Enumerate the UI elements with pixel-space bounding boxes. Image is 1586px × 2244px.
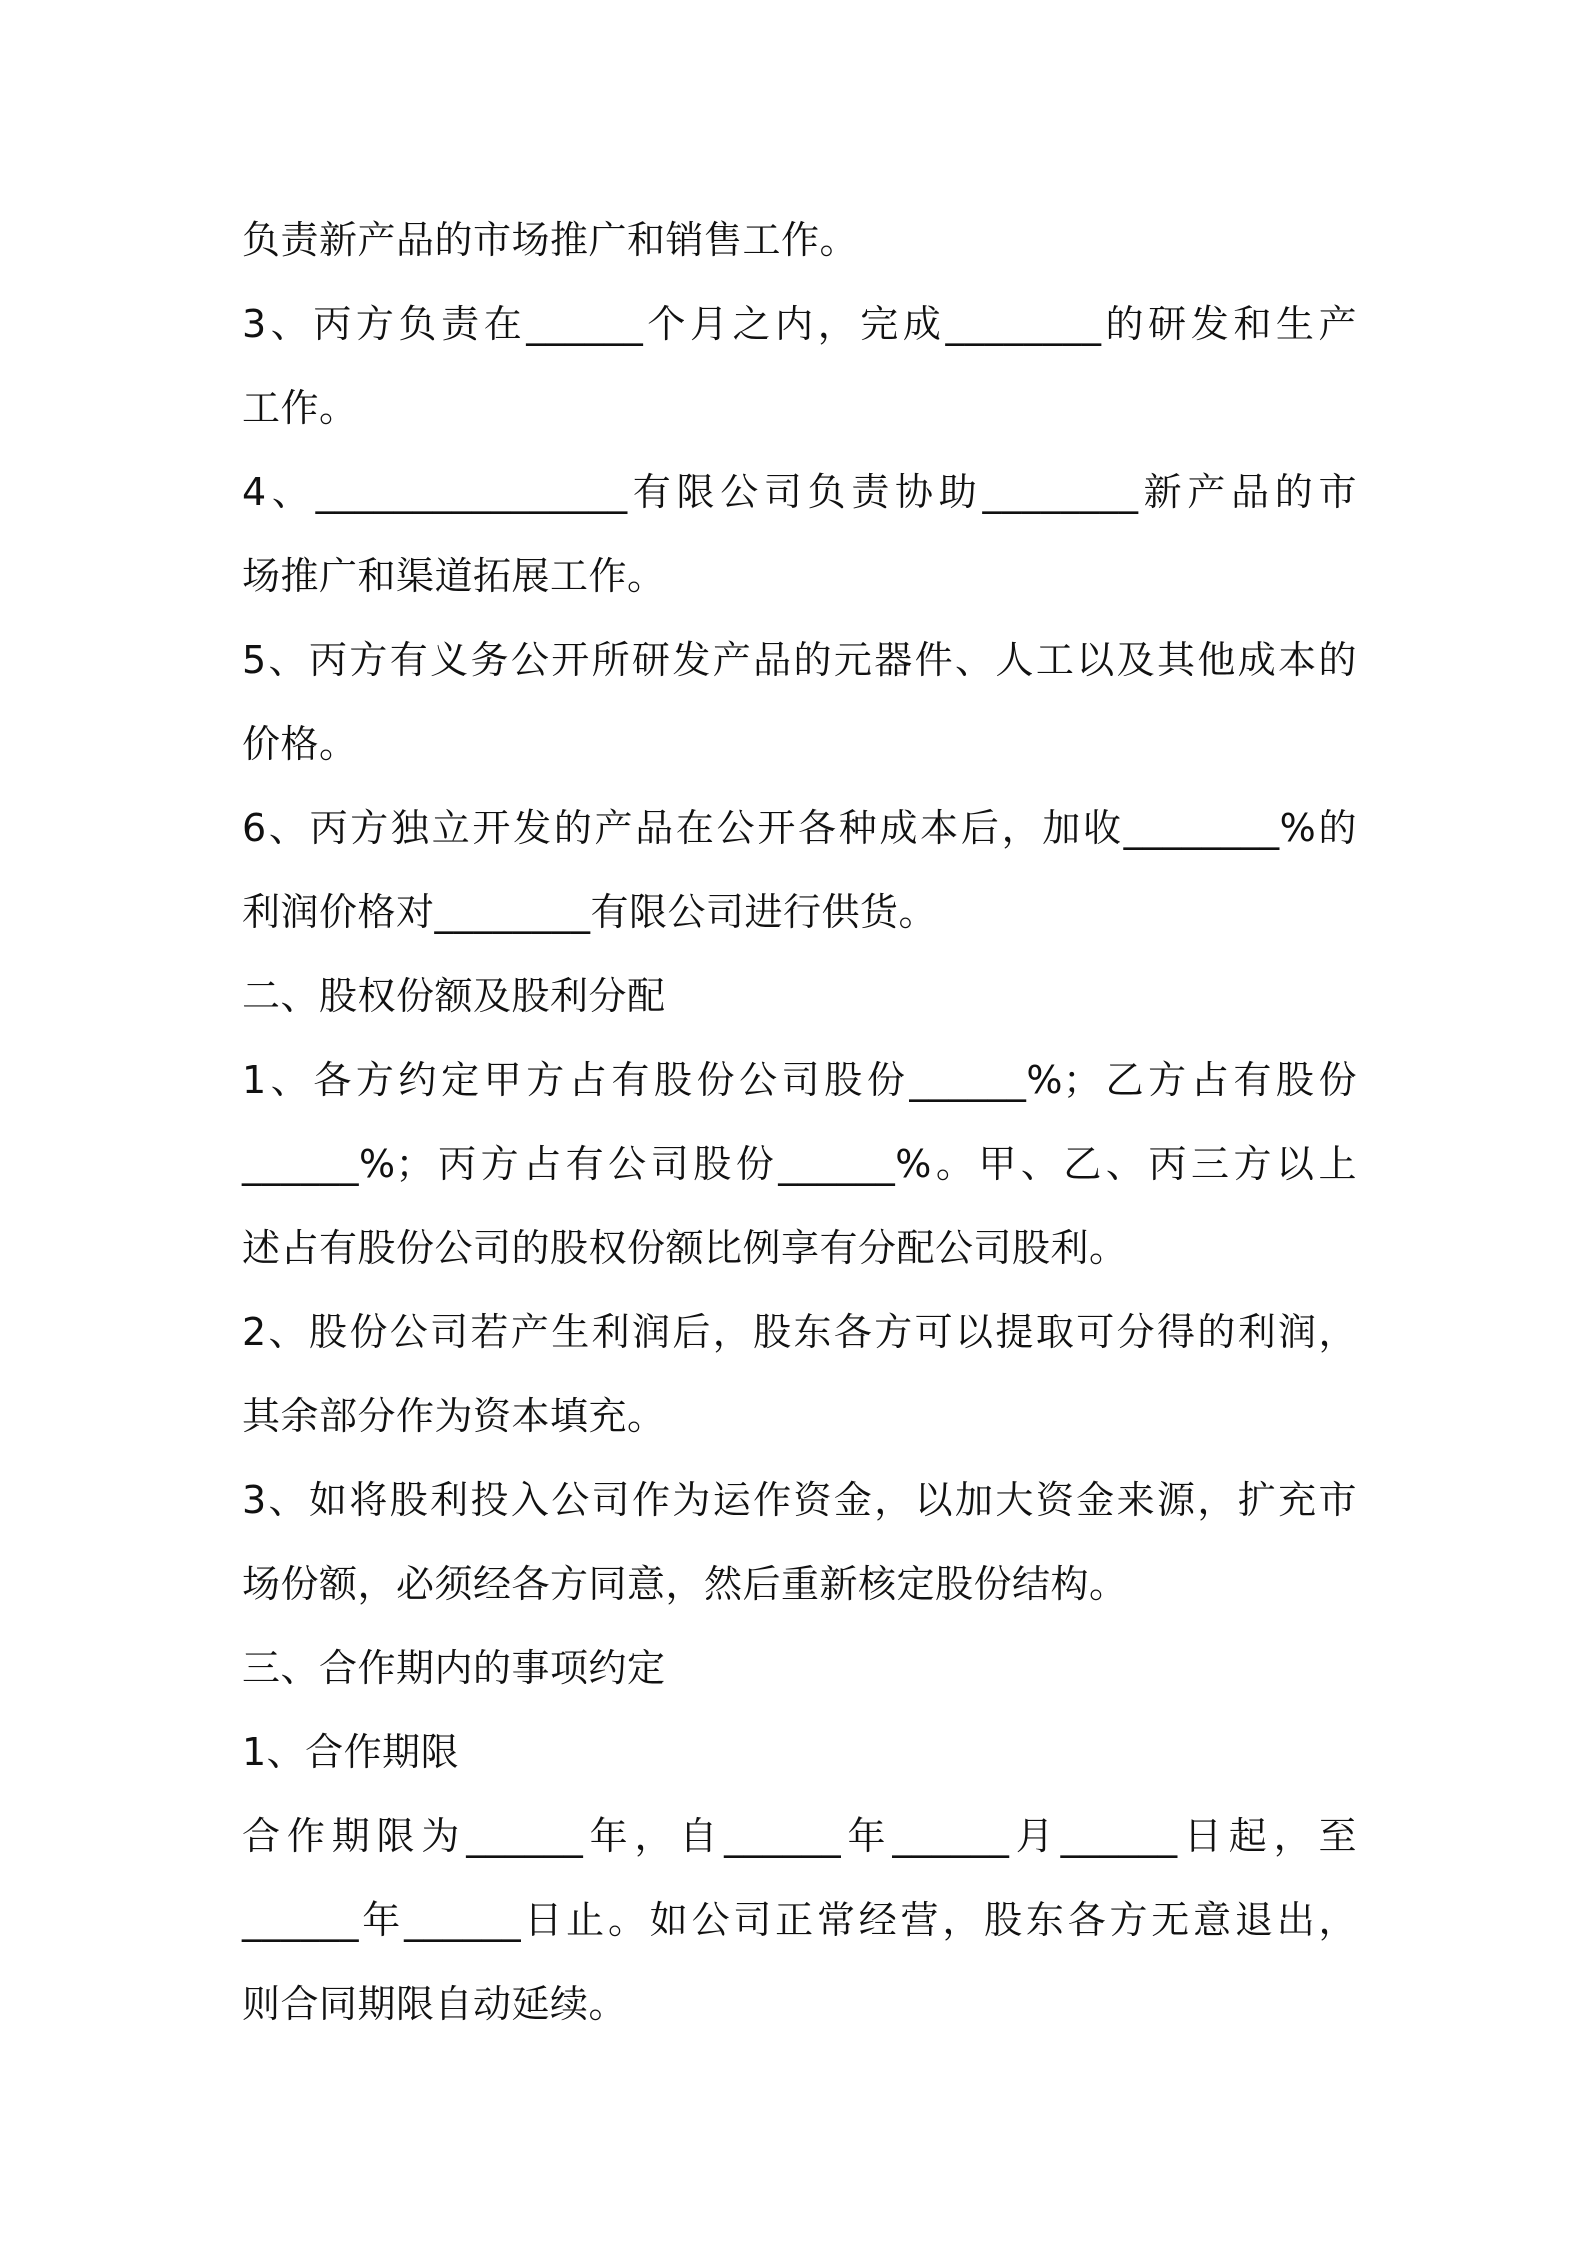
paragraph-line: 1、各方约定甲方占有股份公司股份______%；乙方占有股份: [242, 1058, 1357, 1102]
paragraph-line: 负责新产品的市场推广和销售工作。: [242, 218, 859, 262]
paragraph-line: 5、丙方有义务公开所研发产品的元器件、人工以及其他成本的: [242, 638, 1357, 682]
paragraph-line: 场推广和渠道拓展工作。: [242, 554, 666, 598]
section-heading: 二、股权份额及股利分配: [242, 974, 666, 1018]
paragraph-line: 工作。: [242, 386, 358, 430]
paragraph-line: 其余部分作为资本填充。: [242, 1394, 666, 1438]
paragraph-line: 场份额，必须经各方同意，然后重新核定股份结构。: [242, 1562, 1128, 1606]
paragraph-line: 3、丙方负责在______个月之内，完成________的研发和生产: [242, 302, 1357, 346]
subsection-heading: 1、合作期限: [242, 1730, 460, 1774]
document-body: [242, 198, 1357, 2046]
paragraph-line: 价格。: [242, 722, 358, 766]
paragraph-line: 6、丙方独立开发的产品在公开各种成本后，加收________%的: [242, 806, 1357, 850]
paragraph-line: 述占有股份公司的股权份额比例享有分配公司股利。: [242, 1226, 1128, 1270]
paragraph-line: 3、如将股利投入公司作为运作资金，以加大资金来源，扩充市: [242, 1478, 1357, 1522]
paragraph-line: 合作期限为______年，自______年______月______日起，至: [242, 1814, 1357, 1858]
paragraph-line: ______年______日止。如公司正常经营，股东各方无意退出，: [242, 1898, 1357, 1942]
paragraph-line: 4、________________有限公司负责协助________新产品的市: [242, 470, 1357, 514]
section-heading: 三、合作期内的事项约定: [242, 1646, 666, 1690]
paragraph-line: 2、股份公司若产生利润后，股东各方可以提取可分得的利润，: [242, 1310, 1357, 1354]
paragraph-line: 利润价格对________有限公司进行供货。: [242, 890, 938, 934]
paragraph-line: 则合同期限自动延续。: [242, 1982, 628, 2026]
paragraph-line: ______%；丙方占有公司股份______%。甲、乙、丙三方以上: [242, 1142, 1357, 1186]
